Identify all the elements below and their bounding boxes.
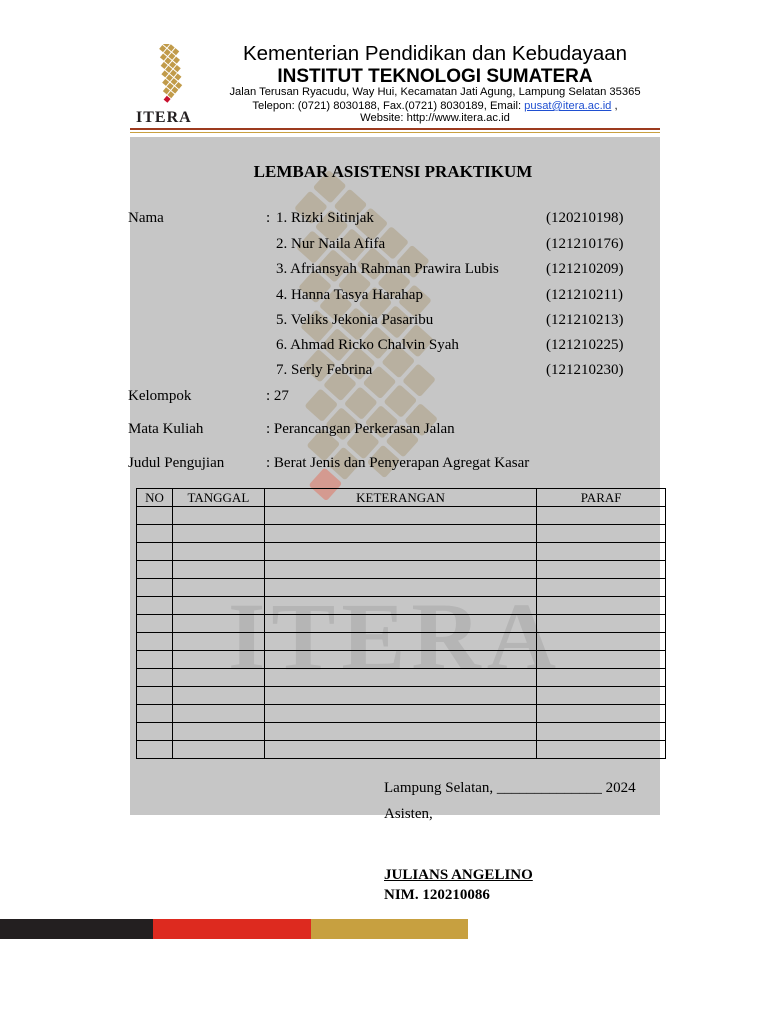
table-row <box>137 651 666 669</box>
cell-no <box>137 651 173 669</box>
table-body <box>137 507 666 759</box>
cell-no <box>137 579 173 597</box>
member-nim: (121210209) <box>546 261 624 277</box>
cell-keterangan <box>264 687 536 705</box>
cell-keterangan <box>264 507 536 525</box>
cell-no <box>137 705 173 723</box>
member-nim: (121210176) <box>546 236 624 252</box>
table-row <box>137 579 666 597</box>
cell-no <box>137 525 173 543</box>
cell-tanggal <box>172 597 264 615</box>
cell-tanggal <box>172 723 264 741</box>
document-title: LEMBAR ASISTENSI PRAKTIKUM <box>253 162 533 181</box>
cell-no <box>137 723 173 741</box>
footer-bar-red <box>153 919 311 939</box>
cell-paraf <box>537 669 666 687</box>
member-name: 1. Rizki Sitinjak <box>276 210 374 226</box>
cell-keterangan <box>264 561 536 579</box>
logo-wordmark: ITERA <box>136 109 192 126</box>
judul-label: Judul Pengujian <box>128 455 225 471</box>
cell-tanggal <box>172 687 264 705</box>
cell-no <box>137 507 173 525</box>
footer-bar-gold <box>311 919 468 939</box>
institution-name: INSTITUT TEKNOLOGI SUMATERA <box>277 66 593 87</box>
cell-keterangan <box>264 723 536 741</box>
table-row <box>137 597 666 615</box>
cell-no <box>137 633 173 651</box>
member-nim: (121210213) <box>546 312 624 328</box>
logo-mosaic-icon <box>136 44 198 103</box>
member-name: 2. Nur Naila Afifa <box>276 236 386 252</box>
mata-kuliah-value: : Perancangan Perkerasan Jalan <box>266 421 455 437</box>
cell-tanggal <box>172 579 264 597</box>
header-rule-primary <box>130 128 660 130</box>
judul-value: : Berat Jenis dan Penyerapan Agregat Kasar <box>266 455 530 471</box>
cell-keterangan <box>264 525 536 543</box>
kelompok-value: : 27 <box>266 388 289 404</box>
col-keterangan-header: KETERANGAN <box>264 489 536 507</box>
member-nim: (121210225) <box>546 337 624 353</box>
assistant-name: JULIANS ANGELINO <box>384 867 533 883</box>
table-row <box>137 507 666 525</box>
assistant-nim: NIM. 120210086 <box>384 887 490 903</box>
phone-fax: Telepon: (0721) 8030188, Fax.(0721) 8030189, Email: <box>252 100 525 112</box>
cell-tanggal <box>172 633 264 651</box>
cell-keterangan <box>264 615 536 633</box>
cell-paraf <box>537 615 666 633</box>
cell-paraf <box>537 507 666 525</box>
cell-tanggal <box>172 543 264 561</box>
cell-paraf <box>537 633 666 651</box>
cell-keterangan <box>264 597 536 615</box>
cell-no <box>137 615 173 633</box>
cell-keterangan <box>264 741 536 759</box>
cell-no <box>137 597 173 615</box>
contact-suffix: , <box>611 100 618 112</box>
cell-keterangan <box>264 633 536 651</box>
cell-no <box>137 741 173 759</box>
signature-role: Asisten, <box>384 806 433 822</box>
kelompok-label: Kelompok <box>128 388 192 404</box>
cell-no <box>137 687 173 705</box>
cell-tanggal <box>172 561 264 579</box>
member-name: 5. Veliks Jekonia Pasaribu <box>276 312 434 328</box>
contact-line <box>220 100 650 112</box>
signature-date-line: Lampung Selatan, ______________ 2024 <box>384 780 636 796</box>
cell-keterangan <box>264 579 536 597</box>
website-line: Website: http://www.itera.ac.id <box>360 112 510 124</box>
member-nim: (121210211) <box>546 287 623 303</box>
cell-tanggal <box>172 741 264 759</box>
table-row <box>137 543 666 561</box>
cell-tanggal <box>172 615 264 633</box>
cell-no <box>137 561 173 579</box>
cell-paraf <box>537 723 666 741</box>
cell-paraf <box>537 741 666 759</box>
ministry-name: Kementerian Pendidikan dan Kebudayaan <box>242 42 628 65</box>
table-row <box>137 669 666 687</box>
institution-address: Jalan Terusan Ryacudu, Way Hui, Kecamatan Jati Agung, Lampung Selatan 35365 <box>229 86 641 98</box>
cell-tanggal <box>172 669 264 687</box>
mata-kuliah-label: Mata Kuliah <box>128 421 204 437</box>
footer-bar-black <box>0 919 153 939</box>
cell-keterangan <box>264 669 536 687</box>
cell-tanggal <box>172 651 264 669</box>
cell-paraf <box>537 579 666 597</box>
table-row <box>137 687 666 705</box>
assistance-table <box>136 488 666 759</box>
cell-paraf <box>537 543 666 561</box>
table-row <box>137 741 666 759</box>
table-row <box>137 633 666 651</box>
col-paraf-header: PARAF <box>537 489 666 507</box>
nama-label: Nama <box>128 210 164 226</box>
col-tanggal-header: TANGGAL <box>172 489 264 507</box>
itera-logo <box>132 44 212 126</box>
table-row <box>137 561 666 579</box>
member-name: 6. Ahmad Ricko Chalvin Syah <box>276 337 459 353</box>
member-name: 3. Afriansyah Rahman Prawira Lubis <box>276 261 499 277</box>
cell-paraf <box>537 705 666 723</box>
watermark-text: ITERA <box>227 583 563 690</box>
header-rule-secondary <box>130 132 660 133</box>
email-link[interactable]: pusat@itera.ac.id <box>524 100 612 112</box>
cell-paraf <box>537 561 666 579</box>
cell-tanggal <box>172 705 264 723</box>
member-nim: (120210198) <box>546 210 624 226</box>
member-nim: (121210230) <box>546 362 624 378</box>
cell-paraf <box>537 651 666 669</box>
table-row <box>137 723 666 741</box>
cell-tanggal <box>172 525 264 543</box>
table-row <box>137 615 666 633</box>
nama-colon: : <box>266 210 271 226</box>
cell-paraf <box>537 525 666 543</box>
cell-no <box>137 543 173 561</box>
cell-keterangan <box>264 651 536 669</box>
col-no-header: NO <box>137 489 173 507</box>
cell-keterangan <box>264 705 536 723</box>
cell-paraf <box>537 597 666 615</box>
table-header-row <box>137 489 666 507</box>
cell-paraf <box>537 687 666 705</box>
member-name: 7. Serly Febrina <box>276 362 373 378</box>
table-row <box>137 525 666 543</box>
member-name: 4. Hanna Tasya Harahap <box>276 287 423 303</box>
cell-no <box>137 669 173 687</box>
cell-keterangan <box>264 543 536 561</box>
cell-tanggal <box>172 507 264 525</box>
table-row <box>137 705 666 723</box>
